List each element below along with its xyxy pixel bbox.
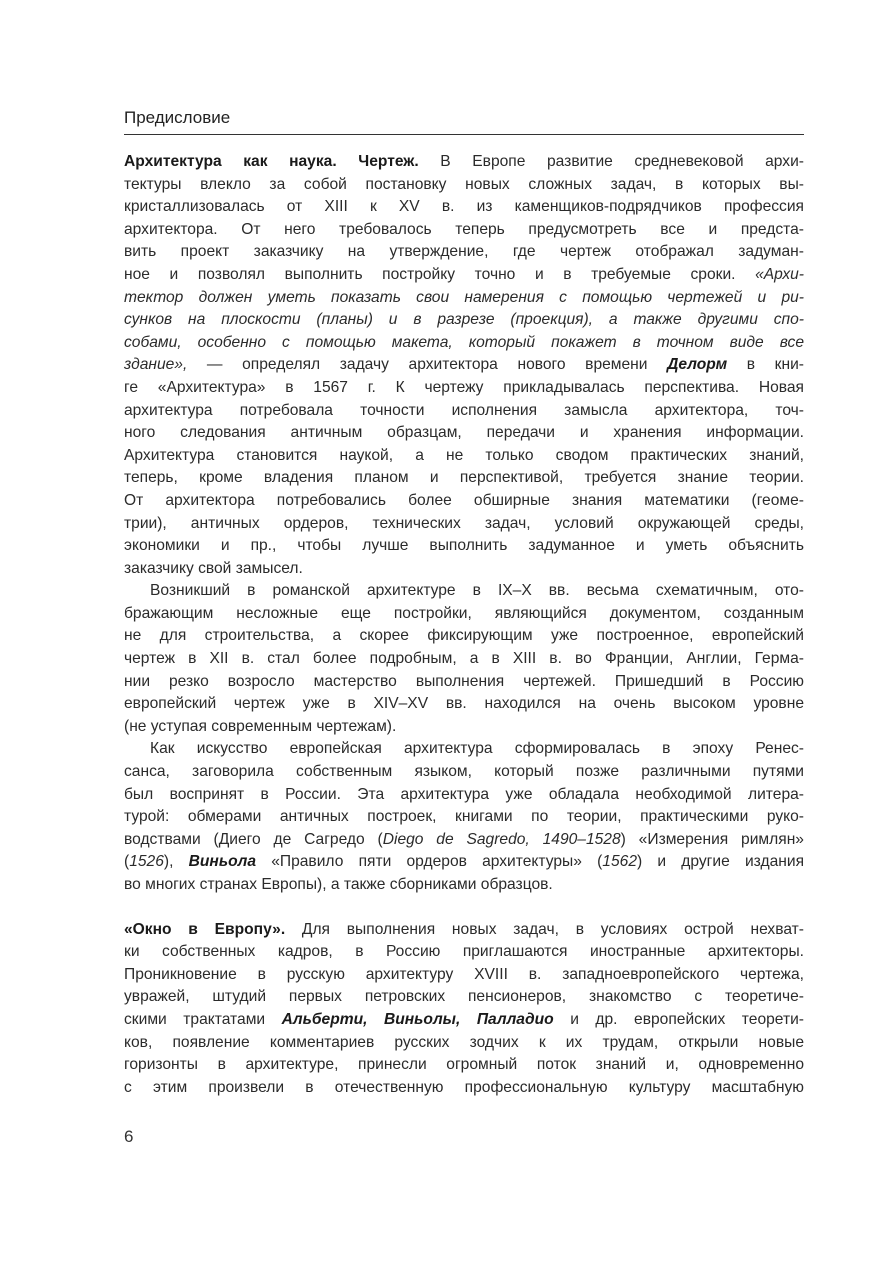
text-run: 1526 xyxy=(129,853,164,871)
text-line xyxy=(124,151,804,174)
text-run: Проникновение в русскую архитектуру XVIII в. западноевропейского чертежа, xyxy=(124,965,804,983)
text-run: Для выполнения новых задач, в условиях острой нехват- xyxy=(285,920,804,938)
text-run: тектуры влекло за собой постановку новых сложных задач, в которых вы- xyxy=(124,175,804,193)
text-line xyxy=(124,467,804,490)
text-run: европейский чертеж уже в XIV–XV вв. находился на очень высоком уровне xyxy=(124,695,804,713)
person-name: Виньола xyxy=(188,853,257,871)
text-line xyxy=(124,309,804,332)
text-run: ), xyxy=(163,853,189,871)
text-line xyxy=(124,603,804,626)
paragraph xyxy=(124,919,804,1100)
text-line xyxy=(124,1009,804,1032)
text-line xyxy=(124,964,804,987)
text-line xyxy=(124,874,804,897)
text-line xyxy=(124,716,804,739)
text-run: вить проект заказчику на утверждение, где чертеж отображал задуман- xyxy=(124,243,804,261)
text-run: бражающим несложные еще постройки, являющийся документом, созданным xyxy=(124,604,804,622)
text-run: ( xyxy=(124,853,130,871)
text-run: ) и другие издания xyxy=(637,853,805,871)
text-run: «Правило пяти ордеров архитектуры» ( xyxy=(256,853,603,871)
text-run: ное и позволял выполнить постройку точно и в требуемые сроки. xyxy=(124,265,756,283)
text-run: увражей, штудий первых петровских пенсионеров, знакомство с теоретиче- xyxy=(124,988,804,1006)
text-line xyxy=(124,287,804,310)
text-run: горизонты в архитектуре, принесли огромный поток знаний и, одновременно xyxy=(124,1056,804,1074)
text-run: ков, появление комментариев русских зодчих к их трудам, открыли новые xyxy=(124,1033,804,1051)
text-line xyxy=(124,1077,804,1100)
text-line xyxy=(124,422,804,445)
text-line xyxy=(124,241,804,264)
text-run: От архитектора потребовались более обширные знания математики (геоме- xyxy=(124,491,804,509)
text-run: был воспринят в России. Эта архитектура уже обладала необходимой литера- xyxy=(124,785,804,803)
text-run: — определял задачу архитектора нового времени xyxy=(187,356,668,374)
text-run: «Архи- xyxy=(755,265,804,283)
text-line xyxy=(124,919,804,942)
text-run: не для строительства, а скорее фиксирующим уже построенное, европейский xyxy=(124,627,804,645)
paragraph xyxy=(124,738,804,896)
text-run: с этим произвели в отечественную профессиональную культуру масштабную xyxy=(124,1078,804,1096)
text-run: заказчику свой замысел. xyxy=(124,559,303,577)
text-run: (не уступая современным чертежам). xyxy=(124,717,397,735)
person-name: Делорм xyxy=(667,356,728,374)
text-line xyxy=(124,445,804,468)
text-line xyxy=(124,174,804,197)
text-line xyxy=(124,806,804,829)
text-line xyxy=(124,693,804,716)
run-in-heading: Архитектура как наука. Чертеж. xyxy=(124,153,441,170)
text-line xyxy=(124,738,804,761)
header-rule xyxy=(124,134,804,135)
text-line xyxy=(124,535,804,558)
text-run: санса, заговорила собственным языком, который позже различными путями xyxy=(124,763,804,781)
text-line xyxy=(124,400,804,423)
text-run: тектор должен уметь показать свои намерения с помощью чертежей и ри- xyxy=(124,288,804,306)
text-run: кристаллизовалась от XIII к XV в. из каменщиков-подрядчиков профессия xyxy=(124,198,804,216)
text-run: Архитектура становится наукой, а не только сводом практических знаний, xyxy=(124,446,804,464)
text-run: Diego de Sagredo, 1490–1528 xyxy=(382,830,621,848)
text-line xyxy=(124,625,804,648)
person-name: Альберти, Виньолы, Палладио xyxy=(281,1010,554,1028)
text-run: и др. европейских теорети- xyxy=(553,1010,804,1028)
text-line xyxy=(124,648,804,671)
text-line xyxy=(124,264,804,287)
text-run: ки собственных кадров, в Россию приглашаются иностранные архитекторы. xyxy=(124,943,804,961)
text-run: в кни- xyxy=(727,356,804,374)
text-line xyxy=(124,219,804,242)
run-in-heading: «Окно в Европу». xyxy=(124,920,286,938)
text-line xyxy=(124,332,804,355)
text-run: ге «Архитектура» в 1567 г. К чертежу прикладывалась перспектива. Новая xyxy=(124,378,804,396)
body-text xyxy=(124,151,804,1099)
text-run: водствами (Диего де Сагредо ( xyxy=(124,830,383,848)
text-line xyxy=(124,941,804,964)
text-line xyxy=(124,490,804,513)
text-line xyxy=(124,1054,804,1077)
text-run: теперь, кроме владения планом и перспективой, требуется знание теории. xyxy=(124,469,804,487)
text-run: В Европе развитие средневековой архи- xyxy=(440,153,804,170)
text-line xyxy=(124,986,804,1009)
text-run: во многих странах Европы), а также сборниками образцов. xyxy=(124,876,553,893)
text-run: Возникший в романской архитектуре в IX–X вв. весьма схематичным, ото- xyxy=(150,582,804,600)
text-run: нии резко возросло мастерство выполнения чертежей. Пришедший в Россию xyxy=(124,672,804,690)
text-run: трии), античных ордеров, технических задач, условий окружающей среды, xyxy=(124,514,804,532)
text-run: Как искусство европейская архитектура сформировалась в эпоху Ренес- xyxy=(150,740,804,758)
text-line xyxy=(124,513,804,536)
text-line xyxy=(124,671,804,694)
text-line xyxy=(124,558,804,581)
text-run: чертеж в XII в. стал более подробным, а в XIII в. во Франции, Англии, Герма- xyxy=(124,650,804,668)
text-line xyxy=(124,761,804,784)
text-run: ного следования античным образцам, передачи и хранения информации. xyxy=(124,424,804,442)
text-run: архитектура потребовала точности исполнения замысла архитектора, точ- xyxy=(124,401,804,419)
text-line xyxy=(124,580,804,603)
text-line xyxy=(124,196,804,219)
text-line xyxy=(124,784,804,807)
text-line xyxy=(124,829,804,852)
text-line xyxy=(124,1032,804,1055)
text-run: собами, особенно с помощью макета, который покажет в точном виде все xyxy=(124,333,804,351)
paragraph xyxy=(124,580,804,738)
text-run: турой: обмерами античных построек, книгами по теории, практическими руко- xyxy=(124,808,804,826)
running-header: Предисловие xyxy=(124,108,231,127)
text-line xyxy=(124,377,804,400)
text-run: экономики и пр., чтобы лучше выполнить задуманное и уметь объяснить xyxy=(124,537,804,555)
text-line xyxy=(124,354,804,377)
text-run: здание», xyxy=(124,356,188,374)
text-run: ) «Измерения римлян» xyxy=(620,830,804,848)
text-line xyxy=(124,851,804,874)
text-run: сунков на плоскости (планы) и в разрезе (проекция), а также другими спо- xyxy=(124,311,804,329)
page-number: 6 xyxy=(124,1127,134,1146)
text-run: архитектора. От него требовалось теперь предусмотреть все и предста- xyxy=(124,220,804,238)
paragraph xyxy=(124,151,804,580)
text-run: 1562 xyxy=(602,853,637,871)
text-run: скими трактатами xyxy=(124,1010,282,1028)
